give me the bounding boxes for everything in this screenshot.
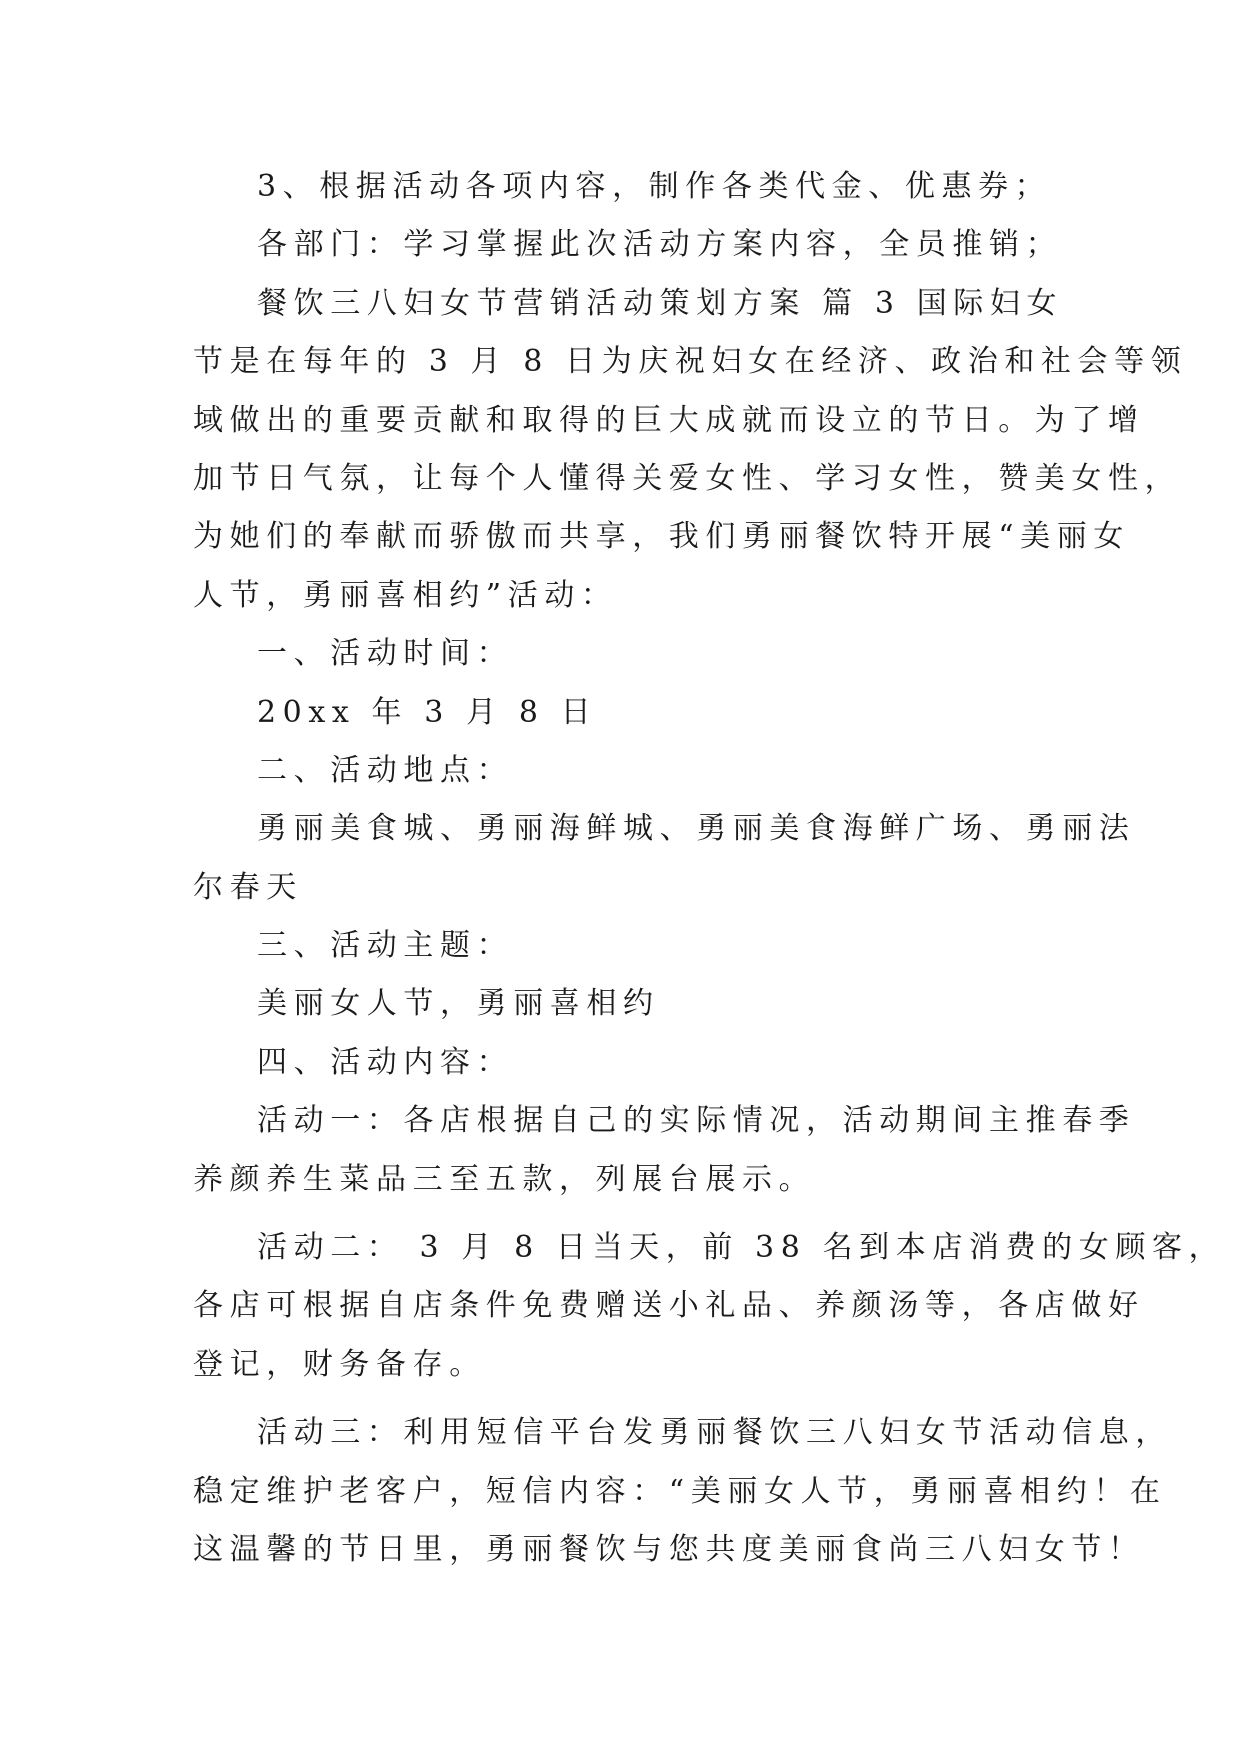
- text-line: 20xx 年 3 月 8 日: [257, 694, 598, 730]
- subheading-line: 一、活动时间：: [257, 636, 514, 672]
- text-line: 活动二： 3 月 8 日当天，前 38 名到本店消费的女顾客，: [257, 1230, 1226, 1266]
- text-line: 为她们的奉献而骄傲而共享，我们勇丽餐饮特开展“美丽女: [193, 519, 1130, 555]
- text-line: 各部门：学习掌握此次活动方案内容，全员推销；: [257, 227, 1063, 263]
- text-line: 人节，勇丽喜相约”活动：: [193, 577, 618, 613]
- text-line: 活动一：各店根据自己的实际情况，活动期间主推春季: [257, 1103, 1136, 1139]
- subheading-line: 三、活动主题：: [257, 928, 514, 964]
- text-line: 养颜养生菜品三至五款，列展台展示。: [193, 1161, 816, 1197]
- text-line: 登记，财务备存。: [193, 1346, 486, 1382]
- section-heading-line: 餐饮三八妇女节营销活动策划方案 篇 3 国际妇女: [257, 285, 1064, 321]
- text-line: 加节日气氛，让每个人懂得关爱女性、学习女性，赞美女性，: [193, 460, 1182, 496]
- subheading-line: 四、活动内容：: [257, 1044, 514, 1080]
- text-line: 域做出的重要贡献和取得的巨大成就而设立的节日。为了增: [193, 402, 1145, 438]
- text-line: 各店可根据自店条件免费赠送小礼品、养颜汤等，各店做好: [193, 1288, 1145, 1324]
- text-line: 活动三：利用短信平台发勇丽餐饮三八妇女节活动信息，: [257, 1415, 1172, 1451]
- text-line: 这温馨的节日里，勇丽餐饮与您共度美丽食尚三八妇女节！: [193, 1531, 1145, 1567]
- subheading-line: 二、活动地点：: [257, 752, 514, 788]
- text-line: 节是在每年的 3 月 8 日为庆祝妇女在经济、政治和社会等领: [193, 344, 1188, 380]
- text-line: 稳定维护老客户，短信内容：“美丽女人节，勇丽喜相约！在: [193, 1473, 1167, 1509]
- text-line: 美丽女人节，勇丽喜相约: [257, 986, 660, 1022]
- document-body: [193, 158, 1226, 1579]
- text-line: 尔春天: [193, 869, 303, 905]
- text-line: 勇丽美食城、勇丽海鲜城、勇丽美食海鲜广场、勇丽法: [257, 811, 1136, 847]
- text-line: 3、根据活动各项内容，制作各类代金、优惠券；: [257, 169, 1052, 204]
